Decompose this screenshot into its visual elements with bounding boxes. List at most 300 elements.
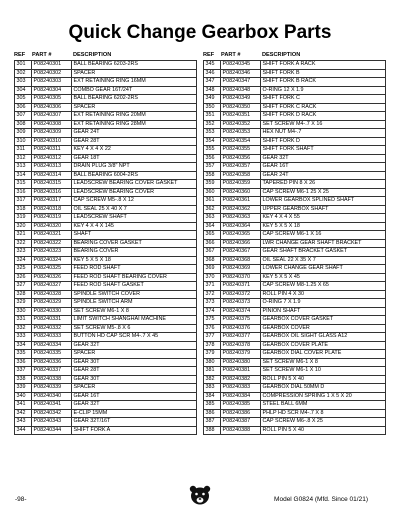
table-row [15, 120, 197, 129]
description-cell: KEY 5 X 5 X 45 [261, 273, 386, 282]
part-header: PART # [221, 52, 241, 58]
ref-cell: 328 [15, 290, 32, 299]
part-number-cell: P08240331 [32, 316, 72, 325]
model-label: Model G0824 (Mfd. Since 01/21) [274, 496, 368, 503]
table-row [204, 409, 386, 418]
description-cell: OIL SEAL 25 X 40 X 7 [72, 205, 197, 214]
ref-cell: 344 [15, 426, 32, 435]
description-cell: GEAR 18T [72, 154, 197, 163]
ref-cell: 385 [204, 401, 221, 410]
ref-cell: 388 [204, 426, 221, 435]
description-cell: EXT RETAINING RING 16MM [72, 78, 197, 87]
ref-cell: 323 [15, 248, 32, 257]
table-row [15, 290, 197, 299]
ref-cell: 334 [15, 341, 32, 350]
description-cell: GEARBOX DIAL 50MM D [261, 384, 386, 393]
ref-cell: 339 [15, 384, 32, 393]
column-headers [14, 50, 197, 60]
ref-cell: 343 [15, 418, 32, 427]
ref-cell: 322 [15, 239, 32, 248]
table-row [204, 78, 386, 87]
table-row [204, 392, 386, 401]
part-number-cell: P08240382 [221, 375, 261, 384]
part-number-cell: P08240327 [32, 282, 72, 291]
ref-cell: 311 [15, 146, 32, 155]
description-cell: SPINDLE SWITCH COVER [72, 290, 197, 299]
table-row [15, 299, 197, 308]
table-row [204, 375, 386, 384]
part-number-cell: P08240357 [221, 163, 261, 172]
description-cell: SPINDLE SWITCH ARM [72, 299, 197, 308]
description-cell: ROLL PIN 5 X 40 [261, 375, 386, 384]
ref-cell: 360 [204, 188, 221, 197]
description-cell: UPPER GEARBOX SHAFT [261, 205, 386, 214]
ref-header: REF [203, 52, 215, 58]
part-number-cell: P08240325 [32, 265, 72, 274]
table-row [15, 265, 197, 274]
description-cell: SET SCREW M6-1 X 8 [261, 358, 386, 367]
ref-cell: 317 [15, 197, 32, 206]
table-row [15, 256, 197, 265]
part-number-cell: P08240309 [32, 129, 72, 138]
part-number-cell: P08240350 [221, 103, 261, 112]
ref-cell: 310 [15, 137, 32, 146]
part-number-cell: P08240377 [221, 333, 261, 342]
ref-cell: 361 [204, 197, 221, 206]
table-row [15, 103, 197, 112]
table-row [15, 307, 197, 316]
part-number-cell: P08240356 [221, 154, 261, 163]
ref-cell: 325 [15, 265, 32, 274]
table-row [15, 273, 197, 282]
description-cell: STEEL BALL 6MM [261, 401, 386, 410]
table-row [204, 146, 386, 155]
table-row [204, 282, 386, 291]
description-cell: LOWER GEARBOX SPLINED SHAFT [261, 197, 386, 206]
description-cell: GEAR 32T/16T [72, 418, 197, 427]
description-cell: GEAR 16T [72, 392, 197, 401]
part-number-cell: P08240329 [32, 299, 72, 308]
table-row [15, 239, 197, 248]
table-row [204, 299, 386, 308]
description-cell: SHAFT [72, 231, 197, 240]
part-number-cell: P08240333 [32, 333, 72, 342]
bear-logo-icon [188, 483, 212, 507]
ref-cell: 301 [15, 61, 32, 70]
description-cell: FEED ROD SHAFT BEARING COVER [72, 273, 197, 282]
table-row [204, 163, 386, 172]
part-number-cell: P08240335 [32, 350, 72, 359]
ref-cell: 338 [15, 375, 32, 384]
parts-list [14, 50, 386, 474]
table-row [204, 265, 386, 274]
page-title: Quick Change Gearbox Parts [68, 22, 332, 43]
ref-cell: 353 [204, 129, 221, 138]
ref-cell: 336 [15, 358, 32, 367]
ref-cell: 373 [204, 299, 221, 308]
table-row [15, 367, 197, 376]
part-number-cell: P08240344 [32, 426, 72, 435]
part-number-cell: P08240381 [221, 367, 261, 376]
ref-cell: 326 [15, 273, 32, 282]
ref-cell: 376 [204, 324, 221, 333]
description-cell: GEAR 30T [72, 375, 197, 384]
ref-cell: 349 [204, 95, 221, 104]
ref-cell: 365 [204, 231, 221, 240]
part-number-cell: P08240365 [221, 231, 261, 240]
table-row [15, 112, 197, 121]
ref-cell: 342 [15, 409, 32, 418]
part-number-cell: P08240345 [221, 61, 261, 70]
description-cell: PINION SHAFT [261, 307, 386, 316]
ref-cell: 332 [15, 324, 32, 333]
ref-cell: 331 [15, 316, 32, 325]
ref-cell: 351 [204, 112, 221, 121]
table-row [15, 61, 197, 70]
ref-cell: 303 [15, 78, 32, 87]
table-row [204, 358, 386, 367]
description-cell: SHIFT FORK C [261, 95, 386, 104]
table-row [204, 426, 386, 435]
table-row [204, 256, 386, 265]
description-cell: SPACER [72, 384, 197, 393]
ref-cell: 302 [15, 69, 32, 78]
part-number-cell: P08240341 [32, 401, 72, 410]
description-cell: BALL BEARING 6004-2RS [72, 171, 197, 180]
table-row [15, 316, 197, 325]
description-cell: CAP SCREW M6-.8 X 25 [261, 418, 386, 427]
ref-cell: 321 [15, 231, 32, 240]
table-row [204, 112, 386, 121]
ref-cell: 314 [15, 171, 32, 180]
description-header: DESCRIPTION [73, 52, 112, 58]
part-number-cell: P08240336 [32, 358, 72, 367]
description-cell: GEARBOX COVER [261, 324, 386, 333]
part-number-cell: P08240342 [32, 409, 72, 418]
ref-cell: 341 [15, 401, 32, 410]
ref-cell: 352 [204, 120, 221, 129]
ref-cell: 369 [204, 265, 221, 274]
description-cell: SHIFT FORK B [261, 69, 386, 78]
table-row [204, 95, 386, 104]
table-row [204, 418, 386, 427]
description-cell: BEARING COVER GASKET [72, 239, 197, 248]
ref-cell: 363 [204, 214, 221, 223]
description-cell: ROLL PIN 4 X 30 [261, 290, 386, 299]
part-number-cell: P08240328 [32, 290, 72, 299]
description-cell: GEAR 28T [72, 137, 197, 146]
part-number-cell: P08240334 [32, 341, 72, 350]
part-number-cell: P08240384 [221, 392, 261, 401]
part-number-cell: P08240366 [221, 239, 261, 248]
part-number-cell: P08240374 [221, 307, 261, 316]
table-row [204, 120, 386, 129]
ref-cell: 335 [15, 350, 32, 359]
table-row [204, 273, 386, 282]
description-cell: SPACER [72, 69, 197, 78]
part-number-cell: P08240302 [32, 69, 72, 78]
table-row [204, 341, 386, 350]
ref-cell: 329 [15, 299, 32, 308]
ref-cell: 324 [15, 256, 32, 265]
table-row [15, 95, 197, 104]
table-row [15, 69, 197, 78]
description-cell: SET SCREW M5-.8 X 6 [72, 324, 197, 333]
table-row [15, 154, 197, 163]
table-row [15, 214, 197, 223]
ref-cell: 355 [204, 146, 221, 155]
part-number-cell: P08240312 [32, 154, 72, 163]
description-cell: HEX NUT M4-.7 [261, 129, 386, 138]
ref-cell: 340 [15, 392, 32, 401]
description-cell: GEARBOX COVER GASKET [261, 316, 386, 325]
description-cell: CAP SCREW M6-1 X 16 [261, 231, 386, 240]
ref-cell: 308 [15, 120, 32, 129]
part-number-cell: P08240339 [32, 384, 72, 393]
table-row [204, 103, 386, 112]
table-row [15, 350, 197, 359]
table-row [15, 358, 197, 367]
part-number-cell: P08240321 [32, 231, 72, 240]
table-row [15, 426, 197, 435]
part-number-cell: P08240318 [32, 205, 72, 214]
ref-cell: 382 [204, 375, 221, 384]
ref-cell: 368 [204, 256, 221, 265]
table-row [15, 384, 197, 393]
table-row [15, 231, 197, 240]
ref-cell: 313 [15, 163, 32, 172]
description-cell: GEAR 24T [261, 171, 386, 180]
description-header: DESCRIPTION [262, 52, 301, 58]
ref-cell: 305 [15, 95, 32, 104]
description-cell: SHIFT FORK B RACK [261, 78, 386, 87]
description-cell: FEED ROD SHAFT GASKET [72, 282, 197, 291]
description-cell: E-CLIP 15MM [72, 409, 197, 418]
ref-cell: 327 [15, 282, 32, 291]
table-row [204, 180, 386, 189]
description-cell: SHIFT FORK D [261, 137, 386, 146]
part-number-cell: P08240343 [32, 418, 72, 427]
parts-column-left [14, 50, 197, 435]
description-cell: KEY 5 X 5 X 18 [72, 256, 197, 265]
table-row [15, 418, 197, 427]
table-row [204, 222, 386, 231]
description-cell: LOWER CHANGE GEAR SHAFT [261, 265, 386, 274]
part-number-cell: P08240385 [221, 401, 261, 410]
part-number-cell: P08240315 [32, 180, 72, 189]
parts-column-right [203, 50, 386, 435]
description-cell: KEY 4 X 4 X 145 [72, 222, 197, 231]
ref-cell: 367 [204, 248, 221, 257]
table-row [204, 290, 386, 299]
description-cell: GEAR 32T [261, 154, 386, 163]
parts-table-left [14, 60, 197, 435]
description-cell: GEAR 28T [72, 367, 197, 376]
description-cell: ROLL PIN 5 X 40 [261, 426, 386, 435]
table-row [204, 231, 386, 240]
ref-cell: 346 [204, 69, 221, 78]
table-row [204, 154, 386, 163]
part-number-cell: P08240308 [32, 120, 72, 129]
part-number-cell: P08240346 [221, 69, 261, 78]
part-number-cell: P08240352 [221, 120, 261, 129]
description-cell: CAP SCREW M8-1.25 X 65 [261, 282, 386, 291]
description-cell: O-RING 12 X 1.9 [261, 86, 386, 95]
part-number-cell: P08240386 [221, 409, 261, 418]
table-row [15, 222, 197, 231]
part-number-cell: P08240305 [32, 95, 72, 104]
table-row [15, 375, 197, 384]
description-cell: COMBO GEAR 16T/24T [72, 86, 197, 95]
ref-cell: 306 [15, 103, 32, 112]
part-number-cell: P08240310 [32, 137, 72, 146]
ref-cell: 377 [204, 333, 221, 342]
part-number-cell: P08240375 [221, 316, 261, 325]
ref-cell: 315 [15, 180, 32, 189]
ref-cell: 374 [204, 307, 221, 316]
table-row [15, 180, 197, 189]
table-row [15, 197, 197, 206]
description-cell: SPACER [72, 103, 197, 112]
table-row [204, 324, 386, 333]
table-row [204, 367, 386, 376]
part-number-cell: P08240320 [32, 222, 72, 231]
description-cell: BEARING COVER [72, 248, 197, 257]
part-number-cell: P08240319 [32, 214, 72, 223]
part-number-cell: P08240371 [221, 282, 261, 291]
ref-cell: 312 [15, 154, 32, 163]
ref-cell: 356 [204, 154, 221, 163]
ref-cell: 366 [204, 239, 221, 248]
part-number-cell: P08240372 [221, 290, 261, 299]
part-number-cell: P08240347 [221, 78, 261, 87]
table-row [204, 350, 386, 359]
table-row [15, 188, 197, 197]
part-number-cell: P08240337 [32, 367, 72, 376]
ref-cell: 347 [204, 78, 221, 87]
table-row [204, 61, 386, 70]
ref-cell: 381 [204, 367, 221, 376]
description-cell: EXT RETAINING RING 28MM [72, 120, 197, 129]
part-number-cell: P08240314 [32, 171, 72, 180]
part-number-cell: P08240362 [221, 205, 261, 214]
ref-cell: 318 [15, 205, 32, 214]
description-cell: SET SCREW M6-1 X 10 [261, 367, 386, 376]
part-number-cell: P08240363 [221, 214, 261, 223]
part-number-cell: P08240326 [32, 273, 72, 282]
description-cell: GEARBOX OIL SIGHT GLASS A12 [261, 333, 386, 342]
page-number: -98- [15, 496, 27, 503]
part-number-cell: P08240311 [32, 146, 72, 155]
description-cell: CAP SCREW M5-.8 X 12 [72, 197, 197, 206]
part-number-cell: P08240373 [221, 299, 261, 308]
part-number-cell: P08240378 [221, 341, 261, 350]
ref-cell: 380 [204, 358, 221, 367]
ref-cell: 372 [204, 290, 221, 299]
part-number-cell: P08240367 [221, 248, 261, 257]
ref-cell: 359 [204, 180, 221, 189]
table-row [204, 129, 386, 138]
ref-cell: 316 [15, 188, 32, 197]
ref-cell: 330 [15, 307, 32, 316]
ref-cell: 319 [15, 214, 32, 223]
table-row [204, 86, 386, 95]
ref-cell: 362 [204, 205, 221, 214]
description-cell: SET SCREW M6-1 X 8 [72, 307, 197, 316]
part-number-cell: P08240323 [32, 248, 72, 257]
table-row [15, 341, 197, 350]
part-number-cell: P08240368 [221, 256, 261, 265]
ref-cell: 364 [204, 222, 221, 231]
description-cell: EXT RETAINING RING 20MM [72, 112, 197, 121]
part-number-cell: P08240301 [32, 61, 72, 70]
table-row [204, 316, 386, 325]
part-number-cell: P08240388 [221, 426, 261, 435]
part-number-cell: P08240317 [32, 197, 72, 206]
ref-cell: 350 [204, 103, 221, 112]
ref-cell: 383 [204, 384, 221, 393]
description-cell: TAPERED PIN 8 X 26 [261, 180, 386, 189]
description-cell: PHLP HD SCR M4-.7 X 8 [261, 409, 386, 418]
description-cell: FEED ROD SHAFT [72, 265, 197, 274]
ref-cell: 371 [204, 282, 221, 291]
part-number-cell: P08240332 [32, 324, 72, 333]
table-row [15, 137, 197, 146]
part-number-cell: P08240376 [221, 324, 261, 333]
part-number-cell: P08240330 [32, 307, 72, 316]
ref-cell: 358 [204, 171, 221, 180]
table-row [204, 188, 386, 197]
description-cell: SHIFT FORK C RACK [261, 103, 386, 112]
ref-cell: 304 [15, 86, 32, 95]
part-number-cell: P08240364 [221, 222, 261, 231]
part-number-cell: P08240324 [32, 256, 72, 265]
ref-cell: 345 [204, 61, 221, 70]
description-cell: GEAR 16T [261, 163, 386, 172]
part-header: PART # [32, 52, 52, 58]
part-number-cell: P08240358 [221, 171, 261, 180]
description-cell: GEARBOX DIAL COVER PLATE [261, 350, 386, 359]
table-row [15, 171, 197, 180]
part-number-cell: P08240338 [32, 375, 72, 384]
description-cell: SET SCREW M4-.7 X 16 [261, 120, 386, 129]
description-cell: BUTTON HD CAP SCR M4-.7 X 45 [72, 333, 197, 342]
description-cell: LEADSCREW SHAFT [72, 214, 197, 223]
part-number-cell: P08240379 [221, 350, 261, 359]
table-row [204, 248, 386, 257]
part-number-cell: P08240348 [221, 86, 261, 95]
description-cell: GEAR 30T [72, 358, 197, 367]
table-row [15, 205, 197, 214]
description-cell: LIMIT SWITCH SHANGHAI MACHINE [72, 316, 197, 325]
description-cell: SHIFT FORK D RACK [261, 112, 386, 121]
part-number-cell: P08240307 [32, 112, 72, 121]
table-row [204, 333, 386, 342]
description-cell: GEAR 32T [72, 341, 197, 350]
description-cell: SPACER [72, 350, 197, 359]
table-row [204, 401, 386, 410]
description-cell: KEY 4 X 4 X 55 [261, 214, 386, 223]
ref-cell: 320 [15, 222, 32, 231]
part-number-cell: P08240313 [32, 163, 72, 172]
description-cell: BALL BEARING 6202-2RS [72, 95, 197, 104]
part-number-cell: P08240383 [221, 384, 261, 393]
ref-cell: 384 [204, 392, 221, 401]
part-number-cell: P08240351 [221, 112, 261, 121]
part-number-cell: P08240304 [32, 86, 72, 95]
ref-cell: 375 [204, 316, 221, 325]
table-row [15, 163, 197, 172]
